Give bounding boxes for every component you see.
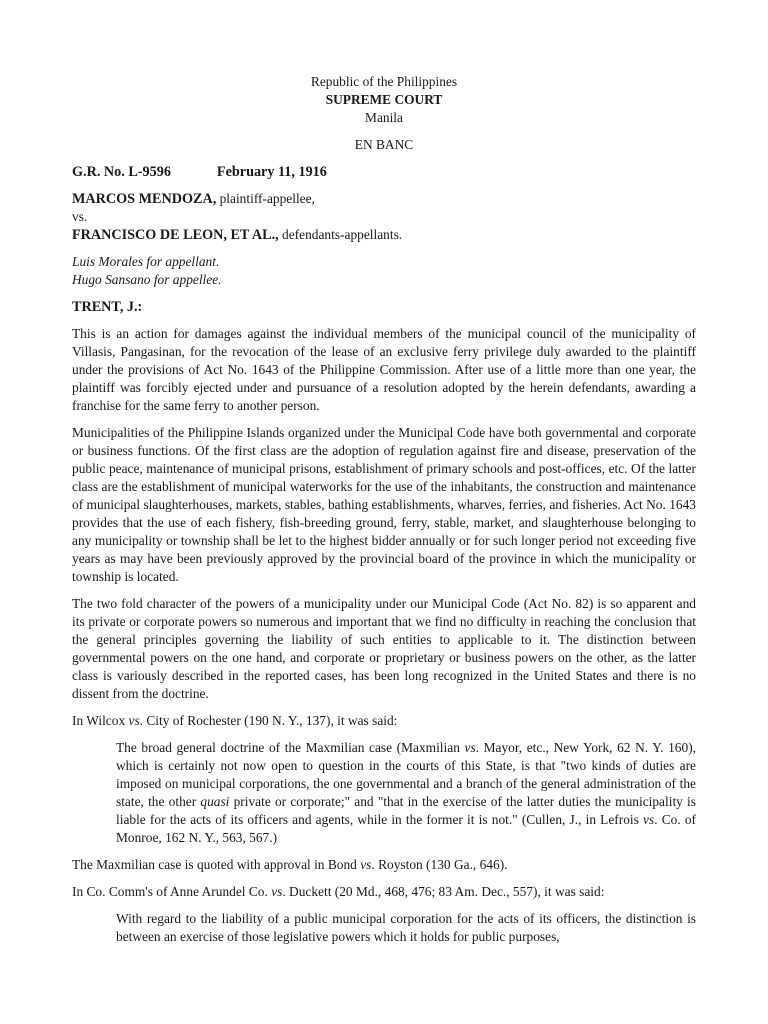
ponente: TRENT, J.: — [72, 299, 143, 315]
block-quote-1 — [116, 739, 696, 847]
italic-vs: vs — [360, 857, 372, 872]
paragraph-3: The two fold character of the powers of a municipality under our Municipal Code (Act No. 82) is so apparent and its private or corporate powers so numerous and important that we find no difficulty in reaching the conclusion that the general principles governing the liability of such entities to applicable to it. The distinction between governmental powers on the one hand, and corporate or proprietary or business powers on the other, as the latter class is variously described in the reported cases, has been long recognized in the United States and there is no dissent from the doctrine. — [72, 596, 696, 701]
plaintiff-name: MARCOS MENDOZA, — [72, 191, 217, 207]
court-header — [72, 73, 696, 127]
text-run: In Wilcox — [72, 713, 129, 728]
plaintiff-role: plaintiff-appellee, — [216, 191, 315, 206]
text-run: . Co. of Monroe, 162 N. Y., 563, 567.) — [116, 812, 697, 845]
text-run: . City of Rochester (190 N. Y., 137), it was said: — [139, 713, 398, 728]
case-number-line — [72, 163, 696, 181]
court-name: SUPREME COURT — [325, 92, 443, 107]
decision-date: February 11, 1916 — [216, 164, 327, 180]
text-run: The broad general doctrine of the Maxmilian case (Maxmilian — [116, 740, 465, 755]
document-content — [72, 73, 696, 946]
counsel-appellant: Luis Morales for appellant. — [72, 254, 220, 269]
versus-line: vs. — [72, 209, 88, 224]
text-run: The Maxmilian case is quoted with approval in Bond — [72, 857, 361, 872]
court-city: Manila — [365, 110, 403, 125]
defendant-role: defendants-appellants. — [278, 227, 403, 242]
italic-vs: vs — [464, 740, 476, 755]
block-quote-2: With regard to the liability of a public municipal corporation for the acts of its officers, the distinction is between an exercise of those legislative powers which it holds for public purposes, — [116, 911, 696, 944]
italic-quasi: quasi — [200, 794, 230, 809]
defendant-line — [72, 226, 696, 244]
gr-number: G.R. No. L-9596 — [72, 164, 171, 180]
paragraph-1: This is an action for damages against the individual members of the municipal council of the municipality of Villasis, Pangasinan, for the revocation of the lease of an exclusive ferry privilege duly awarded to the plaintiff under the provisions of Act No. 1643 of the Philippine Commission. After use of a little more than one year, the plaintiff was forcibly ejected under and pursuance of a resolution adopted by the herein defendants, awarding a franchise for the same ferry to another person. — [72, 326, 696, 413]
case-parties — [72, 190, 696, 244]
paragraph-4 — [72, 712, 696, 730]
text-run: In Co. Comm's of Anne Arundel Co. — [72, 884, 272, 899]
republic-line: Republic of the Philippines — [310, 74, 458, 89]
italic-vs: vs — [271, 884, 283, 899]
defendant-name: FRANCISCO DE LEON, ET AL., — [72, 227, 279, 243]
italic-vs: vs — [128, 713, 140, 728]
paragraph-5 — [72, 856, 696, 874]
text-run: . Mayor, etc., New York, 62 N. Y. 160), which is certainly not now open to question in the courts of this State, is that "two kinds of duties are imposed on municipal corporations, the one governmental and a branch of the general administration of the state, the other — [116, 740, 696, 809]
counsel-block — [72, 253, 696, 289]
division-label: EN BANC — [354, 137, 414, 152]
plaintiff-line — [72, 190, 696, 208]
paragraph-6 — [72, 883, 696, 901]
text-run: . Royston (130 Ga., 646). — [371, 857, 508, 872]
paragraph-2: Municipalities of the Philippine Islands organized under the Municipal Code have both governmental and corporate or business functions. Of the first class are the adoption of regulation against fire and disease, preservation of the public peace, maintenance of municipal prisons, establishment of primary schools and post-offices, etc. Of the latter class are the establishment of municipal waterworks for the use of the inhabitants, the construction and maintenance of municipal slaughterhouses, markets, stables, bathing establishments, wharves, ferries, and fisheries. Act No. 1643 provides that the use of each fishery, fish-breeding ground, ferry, stable, market, and slaughterhouse belonging to any municipality or township shall be let to the highest bidder annually or for such longer period not exceeding five years as may have been previously approved by the provincial board of the province in which the municipality or township is located. — [72, 425, 696, 584]
text-run: private or corporate;" and "that in the exercise of the latter duties the municipality is liable for the acts of its officers and agents, while in the former it is not." (Cullen, J., in Lefrois — [116, 794, 696, 827]
counsel-appellee: Hugo Sansano for appellee. — [72, 272, 222, 287]
text-run: . Duckett (20 Md., 468, 476; 83 Am. Dec., 557), it was said: — [282, 884, 605, 899]
italic-vs: vs — [643, 812, 655, 827]
